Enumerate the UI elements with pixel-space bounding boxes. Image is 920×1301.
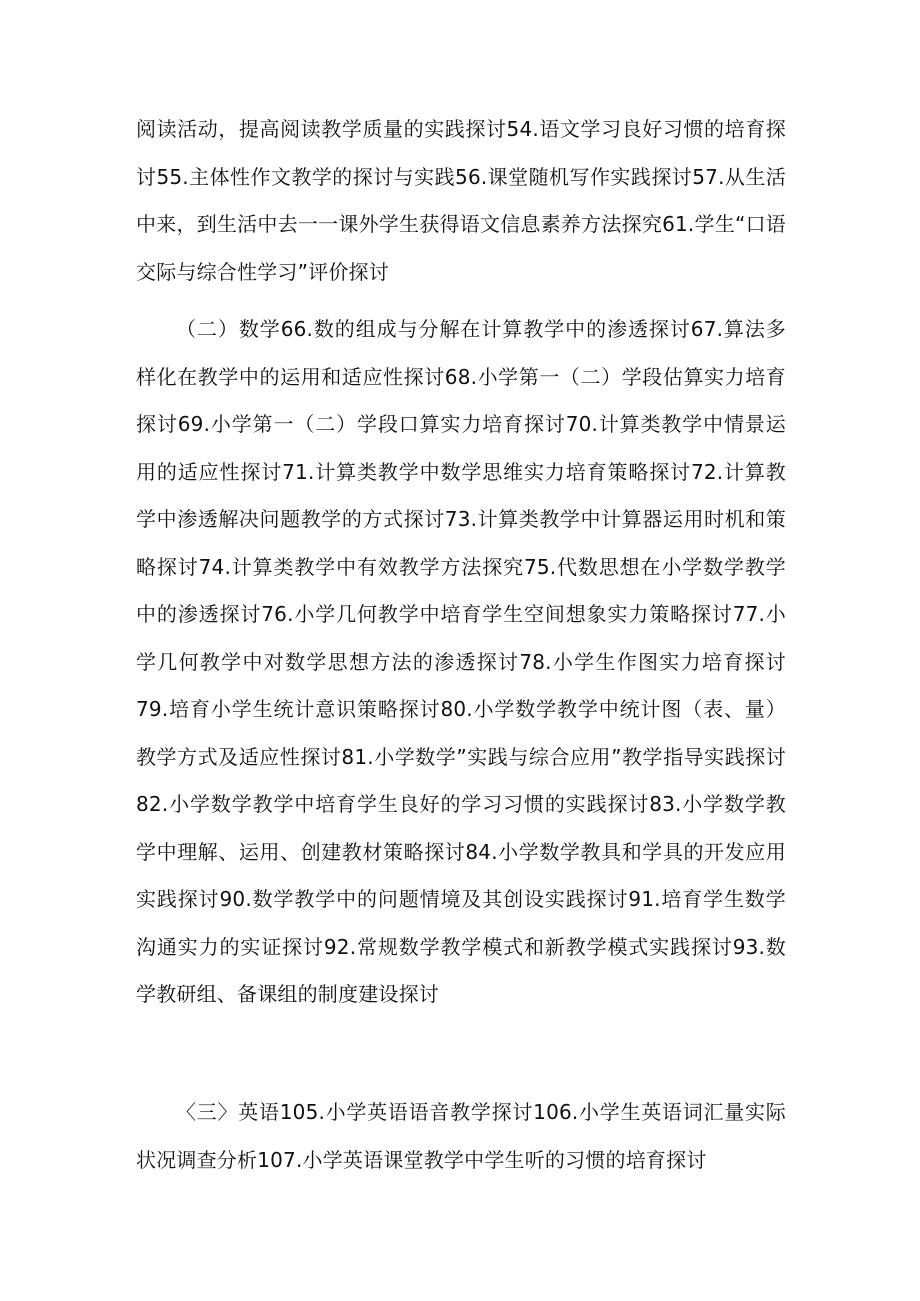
- paragraph-english: 〈三〉英语105.小学英语语音教学探讨106.小学生英语词汇量实际状况调查分析107.小学英语课堂教学中学生听的习惯的培育探讨: [136, 1100, 786, 1172]
- paragraph-math: （二）数学66.数的组成与分解在计算教学中的渗透探讨67.算法多样化在教学中的运用和适应性探讨68.小学第一（二）学段估算实力培育探讨69.小学第一（二）学段口算实力培育探讨70.计算类教学中情景运用的适应性探讨71.计算类教学中数学思维实力培育策略探讨72.计算教学中渗透解决问题教学的方式探讨73.计算类教学中计算器运用时机和策略探讨74.计算类教学中有效教学方法探究75.代数思想在小学数学教学中的渗透探讨76.小学几何教学中培育学生空间想象实力策略探讨77.小学几何教学中对数学思想方法的渗透探讨78.小学生作图实力培育探讨79.培育小学生统计意识策略探讨80.小学数学教学中统计图（表、量）教学方式及适应性探讨81.小学数学”实践与综合应用”教学指导实践探讨82.小学数学教学中培育学生良好的学习习惯的实践探讨83.小学数学教学中理解、运用、创建教材策略探讨84.小学数学教具和学具的开发应用实践探讨90.数学教学中的问题情境及其创设实践探讨91.培育学生数学沟通实力的实证探讨92.常规数学教学模式和新教学模式实践探讨93.数学教研组、备课组的制度建设探讨: [136, 317, 786, 1006]
- paragraph-chinese-continued: 阅读活动，提高阅读教学质量的实践探讨54.语文学习良好习惯的培育探讨55.主体性作文教学的探讨与实践56.课堂随机写作实践探讨57.从生活中来，到生活中去一一课外学生获得语文信息素养方法探究61.学生“口语交际与综合性学习”评价探讨: [136, 117, 786, 284]
